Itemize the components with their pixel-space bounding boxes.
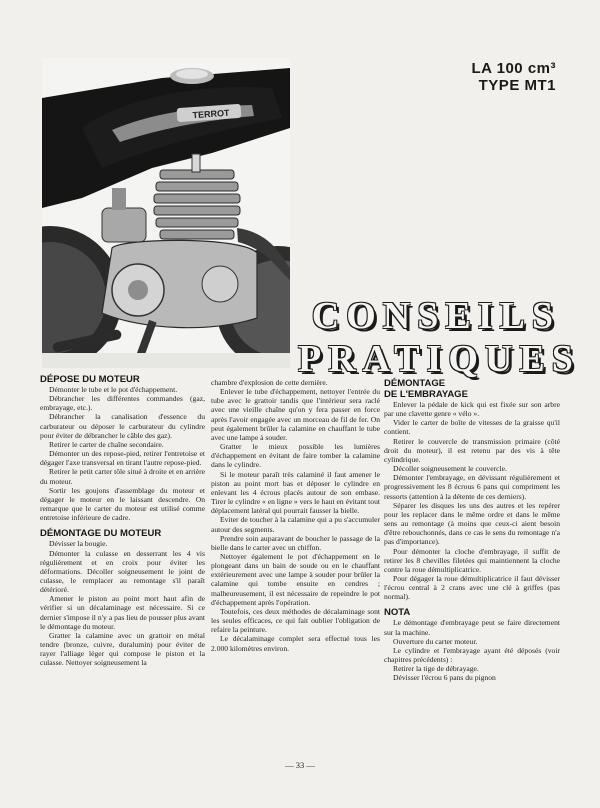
paragraph: Nettoyer également le pot d'échappement en le plongeant dans un bain de soude ou en le chauffant extérieurement avec une lampe à souder pour brûler la calamine qui tombe ensuite en cendres ; malheureusement, il est nécessaire de repeindre le pot d'échappement après l'opération. xyxy=(211,551,380,607)
paragraph: Toutefois, ces deux méthodes de décalaminage sont les seules efficaces, ce qui fait oublier l'obligation de refaire la peinture. xyxy=(211,606,380,635)
paragraph: Démonter l'embrayage, en dévissant régulièrement et progressivement les 8 écrous 6 pans qui compriment les ressorts (attention à la détente de ces derniers). xyxy=(384,473,560,501)
paragraph: Séparer les disques les uns des autres et les repérer pour les replacer dans le même ordre et dans le même sens au remontage (à moins que ceux-ci aient besoin d'être rebouchonnés, dans ce cas le sens du remontage n'a pas d'importance). xyxy=(384,500,560,547)
paragraph: Retirer le couvercle de transmission primaire (côté droit du moteur), il est retenu par des vis à tête cylindrique. xyxy=(384,436,560,464)
section-heading-depose-moteur: DÉPOSE DU MOTEUR xyxy=(40,374,140,385)
paragraph: Ouverture du carter moteur. xyxy=(393,636,478,646)
paragraph: Le cylindre et l'embrayage ayant été déposés (voir chapitres précédents) : xyxy=(384,645,560,665)
paragraph: Sortir les goujons d'assemblage du moteur et dégager le moteur en le laissant descendre. On remarque que le carter du moteur est utilisé comme entretoise inférieure de cadre. xyxy=(40,485,205,523)
section-heading-nota: NOTA xyxy=(384,607,411,619)
paragraph: Gratter la calamine avec un grattoir en métal tendre (bronze, cuivre, duralumin) pour éviter de rayer l'alliage léger qui compose le piston et la culasse. Nettoyer soigneusement la xyxy=(40,630,205,668)
paragraph: Retirer le carter de chaîne secondaire. xyxy=(49,439,164,449)
paragraph: Si le moteur paraît très calaminé il faut amener le piston au point mort bas et déposer le cylindre en enlevant les 4 écrous placés autour de son embase. Tirer le cylindre « en ligne » vers le haut en évitant tout déplacement latéral qui pourrait fausser la bielle. xyxy=(211,469,380,516)
paragraph: Amener le piston au point mort haut afin de vérifier si un décalaminage est nécessaire. Si ce dernier s'impose il n'y a pas lieu de pousser plus avant le démontage du moteur. xyxy=(40,594,205,631)
paragraph: Pour démonter la cloche d'embrayage, il suffit de retirer les 8 chevilles filetées qui maintiennent la cloche contre la roue démultiplicatrice. xyxy=(384,546,560,574)
section-heading-demontage-embrayage xyxy=(384,378,560,400)
paragraph: chambre d'explosion de cette dernière. xyxy=(211,378,328,387)
section-heading-demontage-moteur: DÉMONTAGE DU MOTEUR xyxy=(40,528,162,540)
page-title-line1: CONSEILS xyxy=(311,295,560,337)
paragraph: Le démontage d'embrayage peut se faire directement sur la machine. xyxy=(384,618,560,637)
model-heading-line1: LA 100 cm³ xyxy=(471,60,556,77)
paragraph: Retirer le petit carter tôle situé à droite et en arrière du moteur. xyxy=(40,467,205,486)
model-heading-line2: TYPE MT1 xyxy=(478,77,556,94)
paragraph: Le décalaminage complet sera effectué tous les 2.000 kilomètres environ. xyxy=(211,634,380,653)
paragraph: Retirer la tige de débrayage. xyxy=(393,664,479,674)
paragraph: Prendre soin auparavant de boucher le passage de la bielle dans le carter avec un chiffon. xyxy=(211,533,380,552)
paragraph: Enlever la pédale de kick qui est fixée sur son arbre par une clavette genre « vélo ». xyxy=(384,400,560,419)
text-column-1 xyxy=(40,374,205,668)
motorcycle-photo xyxy=(42,58,290,368)
section-heading-line2: DE L'EMBRAYAGE xyxy=(384,389,468,400)
paragraph: Démonter un des repose-pied, retirer l'entretoise et dégager l'axe transversal en tirant l'autre repose-pied. xyxy=(40,449,205,468)
page-title-line2: PRATIQUES xyxy=(298,338,580,380)
paragraph: Pour dégager la roue démultiplicatrice il faut dévisser l'écrou central à 2 crans avec une clé à griffes (pas normal). xyxy=(384,573,560,602)
paragraph: Démonter la culasse en desserrant les 4 vis régulièrement et en croix pour éviter les déformations. Décoller soigneusement le joint de culasse, le remplacer au remontage s'il paraît détérioré. xyxy=(40,548,205,595)
paragraph: Débrancher les différentes commandes (gaz, embrayage, etc.). xyxy=(40,394,205,413)
paragraph: Gratter le mieux possible les lumières d'échappement en évitant de faire tomber la calamine dans le cylindre. xyxy=(211,442,380,470)
tank-brand-label: TERROT xyxy=(192,107,230,121)
paragraph: Dévisser l'écrou 6 pans du pignon xyxy=(393,673,496,683)
paragraph: Décoller soigneusement le couvercle. xyxy=(393,464,507,474)
paragraph: Enlever le tube d'échappement, nettoyer l'entrée du tube avec le grattoir tandis que l'intérieur sera raclé avec une vieille chaîne qu'on y fera passer en force après l'avoir engagée avec un morceau de fil de fer. On peut également brûler la calamine en chauffant le tube avec une lampe à souder. xyxy=(211,387,380,442)
paragraph: Vider le carter de boîte de vitesses de la graisse qu'il contient. xyxy=(384,418,560,437)
paragraph: Débrancher la canalisation d'essence du carburateur ou déposer le carburateur du cylindre pour éviter de débrancher le câble des gaz). xyxy=(40,412,205,440)
paragraph: Eviter de toucher à la calamine qui a pu s'accumuler autour des segments. xyxy=(211,515,380,534)
page-title xyxy=(298,295,580,381)
paragraph: Dévisser la bougie. xyxy=(49,539,108,549)
section-heading-line1: DÉMONTAGE xyxy=(384,378,446,389)
text-column-2 xyxy=(211,378,380,653)
paragraph: Démonter le tube et le pot d'échappement. xyxy=(49,385,178,394)
page-number: — 33 — xyxy=(285,760,315,770)
text-column-3 xyxy=(384,378,560,683)
model-heading xyxy=(472,60,556,94)
